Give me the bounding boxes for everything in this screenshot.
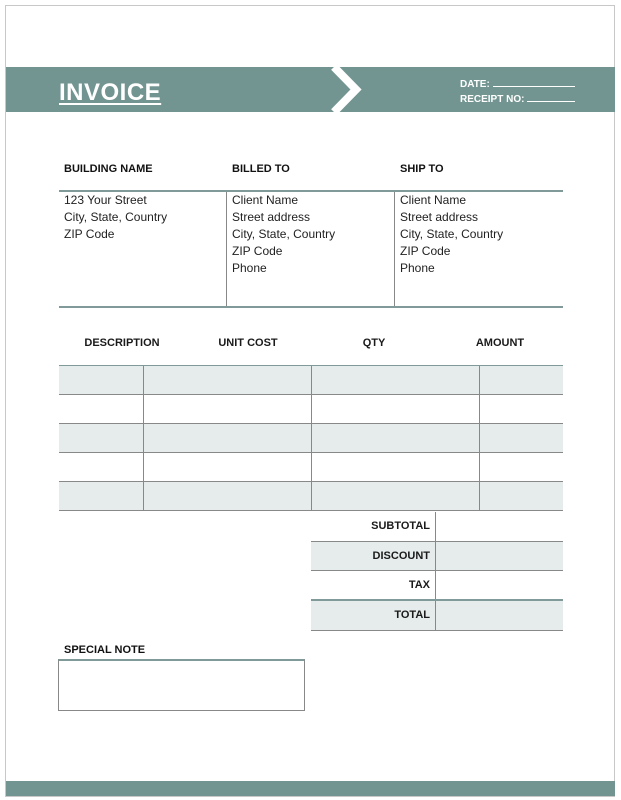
unit-cost-cell[interactable]	[143, 482, 311, 511]
address-line: City, State, Country	[232, 227, 336, 241]
amount-cell[interactable]	[479, 453, 563, 482]
date-label: DATE:	[460, 79, 490, 90]
qty-cell[interactable]	[311, 482, 479, 511]
special-note-label: SPECIAL NOTE	[64, 644, 146, 656]
address-line: City, State, Country	[400, 227, 504, 241]
address-line: Street address	[400, 210, 479, 224]
address-line: Client Name	[400, 193, 467, 207]
receipt-line	[527, 92, 575, 102]
header-fields	[460, 77, 575, 107]
qty-cell[interactable]	[311, 453, 479, 482]
subtotal-row	[311, 512, 563, 541]
address-line: Street address	[232, 210, 311, 224]
table-row	[59, 424, 563, 453]
ship-to-label: SHIP TO	[400, 163, 444, 175]
items-table	[59, 366, 563, 511]
tax-value[interactable]	[437, 571, 563, 600]
column-header-unit-cost: UNIT COST	[218, 337, 278, 349]
address-line: Client Name	[232, 193, 299, 207]
address-line: Phone	[400, 261, 435, 275]
table-row	[59, 366, 563, 395]
column-header-qty: QTY	[362, 337, 386, 349]
billed-to-address	[232, 192, 335, 277]
table-row	[59, 482, 563, 511]
building-address	[64, 192, 167, 243]
description-cell[interactable]	[59, 395, 143, 424]
column-header-amount: AMOUNT	[475, 337, 525, 349]
address-line: ZIP Code	[400, 244, 451, 258]
total-row	[311, 601, 563, 630]
subtotal-value[interactable]	[437, 512, 563, 541]
address-line: ZIP Code	[232, 244, 283, 258]
tax-row	[311, 571, 563, 600]
receipt-label: RECEIPT NO:	[460, 94, 525, 105]
chevron-icon	[328, 67, 368, 112]
divider	[394, 192, 395, 307]
total-value[interactable]	[437, 601, 563, 630]
description-cell[interactable]	[59, 482, 143, 511]
footer-band	[6, 781, 615, 796]
address-line: Phone	[232, 261, 267, 275]
date-field[interactable]	[460, 77, 575, 92]
description-cell[interactable]	[59, 366, 143, 395]
divider	[226, 192, 227, 307]
special-note-box[interactable]	[58, 659, 305, 711]
discount-label: DISCOUNT	[311, 542, 436, 571]
unit-cost-cell[interactable]	[143, 366, 311, 395]
address-line: ZIP Code	[64, 227, 115, 241]
subtotal-label: SUBTOTAL	[311, 512, 436, 541]
qty-cell[interactable]	[311, 424, 479, 453]
address-line: 123 Your Street	[64, 193, 147, 207]
description-cell[interactable]	[59, 424, 143, 453]
building-name-label: BUILDING NAME	[64, 163, 153, 175]
table-row	[59, 453, 563, 482]
tax-label: TAX	[311, 571, 436, 600]
invoice-title: INVOICE	[59, 79, 162, 106]
ship-to-address	[400, 192, 503, 277]
qty-cell[interactable]	[311, 366, 479, 395]
address-line: City, State, Country	[64, 210, 168, 224]
amount-cell[interactable]	[479, 424, 563, 453]
total-label: TOTAL	[311, 601, 436, 630]
column-header-description: DESCRIPTION	[84, 337, 160, 349]
receipt-field[interactable]	[460, 92, 575, 107]
unit-cost-cell[interactable]	[143, 424, 311, 453]
description-cell[interactable]	[59, 453, 143, 482]
divider	[311, 630, 563, 631]
qty-cell[interactable]	[311, 395, 479, 424]
table-row	[59, 395, 563, 424]
unit-cost-cell[interactable]	[143, 395, 311, 424]
discount-value[interactable]	[437, 542, 563, 571]
billed-to-label: BILLED TO	[232, 163, 290, 175]
amount-cell[interactable]	[479, 482, 563, 511]
date-line	[493, 77, 575, 87]
amount-cell[interactable]	[479, 366, 563, 395]
divider	[59, 306, 563, 308]
unit-cost-cell[interactable]	[143, 453, 311, 482]
amount-cell[interactable]	[479, 395, 563, 424]
discount-row	[311, 542, 563, 571]
